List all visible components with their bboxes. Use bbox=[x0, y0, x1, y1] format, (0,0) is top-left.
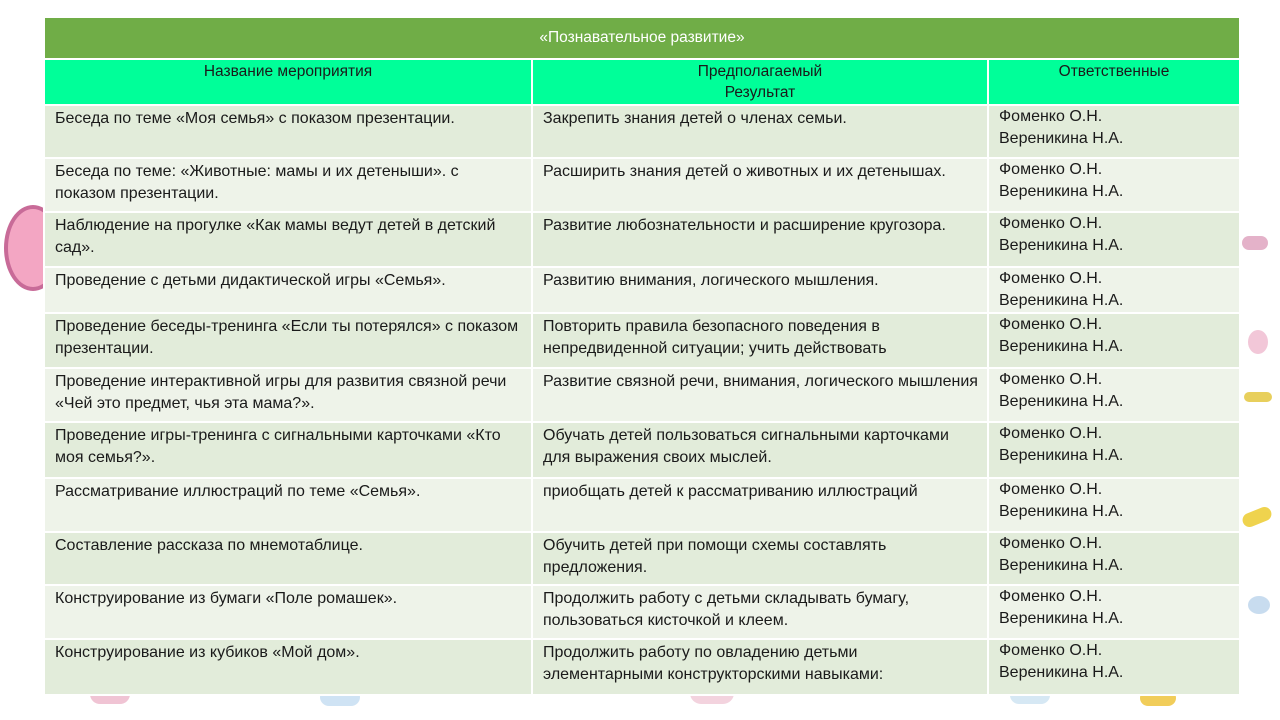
responsible-cell bbox=[988, 585, 1240, 639]
responsible-person: Вереникина Н.А. bbox=[999, 557, 1124, 574]
responsible-person: Вереникина Н.А. bbox=[999, 610, 1124, 627]
responsible-cell bbox=[988, 532, 1240, 585]
table-row bbox=[44, 585, 1240, 639]
responsible-cell bbox=[988, 313, 1240, 368]
table-row bbox=[44, 368, 1240, 422]
expected-result-cell: Продолжить работу по овладению детьми элементарными конструкторскими навыками: bbox=[532, 639, 988, 695]
table-title-row bbox=[44, 17, 1240, 59]
expected-result-cell: Закрепить знания детей о членах семьи. bbox=[532, 105, 988, 158]
decorative-shape bbox=[1248, 596, 1270, 614]
responsible-cell bbox=[988, 368, 1240, 422]
decorative-shape bbox=[1244, 392, 1272, 402]
event-name-cell: Проведение игры-тренинга с сигнальными карточками «Кто моя семья?». bbox=[44, 422, 532, 478]
responsible-person: Вереникина Н.А. bbox=[999, 338, 1124, 355]
expected-result-cell: Продолжить работу с детьми складывать бумагу, пользоваться кисточкой и клеем. bbox=[532, 585, 988, 639]
responsible-cell bbox=[988, 639, 1240, 695]
header-line: Название мероприятия bbox=[203, 63, 373, 80]
table-row bbox=[44, 639, 1240, 695]
expected-result-cell: Обучать детей пользоваться сигнальными карточками для выражения своих мыслей. bbox=[532, 422, 988, 478]
header-expected-result bbox=[532, 59, 988, 105]
table-row bbox=[44, 532, 1240, 585]
table-row bbox=[44, 478, 1240, 532]
event-name-cell: Проведение интерактивной игры для развития связной речи «Чей это предмет, чья эта мама?». bbox=[44, 368, 532, 422]
expected-result-cell: Развитие связной речи, внимания, логического мышления bbox=[532, 368, 988, 422]
expected-result-cell: Развитию внимания, логического мышления. bbox=[532, 267, 988, 313]
header-line: Предполагаемый bbox=[697, 63, 823, 80]
event-name-cell: Проведение с детьми дидактической игры «Семья». bbox=[44, 267, 532, 313]
responsible-person: Вереникина Н.А. bbox=[999, 183, 1124, 200]
responsible-cell bbox=[988, 267, 1240, 313]
responsible-person: Фоменко О.Н. bbox=[999, 316, 1103, 333]
table-row bbox=[44, 422, 1240, 478]
expected-result-cell: Обучить детей при помощи схемы составлять предложения. bbox=[532, 532, 988, 585]
event-name-cell: Беседа по теме: «Животные: мамы и их детеныши». с показом презентации. bbox=[44, 158, 532, 212]
header-line: Результат bbox=[724, 84, 796, 101]
responsible-cell bbox=[988, 105, 1240, 158]
table-row bbox=[44, 158, 1240, 212]
responsible-person: Фоменко О.Н. bbox=[999, 270, 1103, 287]
responsible-person: Фоменко О.Н. bbox=[999, 215, 1103, 232]
event-name-cell: Наблюдение на прогулке «Как мамы ведут детей в детский сад». bbox=[44, 212, 532, 267]
responsible-person: Фоменко О.Н. bbox=[999, 425, 1103, 442]
responsible-person: Фоменко О.Н. bbox=[999, 371, 1103, 388]
responsible-person: Вереникина Н.А. bbox=[999, 237, 1124, 254]
table-title: «Познавательное развитие» bbox=[44, 17, 1240, 59]
responsible-person: Фоменко О.Н. bbox=[999, 161, 1103, 178]
decorative-shape bbox=[1248, 330, 1268, 354]
header-event-name bbox=[44, 59, 532, 105]
event-name-cell: Конструирование из бумаги «Поле ромашек». bbox=[44, 585, 532, 639]
responsible-cell bbox=[988, 478, 1240, 532]
table-row bbox=[44, 105, 1240, 158]
event-name-cell: Беседа по теме «Моя семья» с показом презентации. bbox=[44, 105, 532, 158]
header-line: Ответственные bbox=[1058, 63, 1170, 80]
event-name-cell: Составление рассказа по мнемотаблице. bbox=[44, 532, 532, 585]
table-row bbox=[44, 267, 1240, 313]
responsible-person: Фоменко О.Н. bbox=[999, 108, 1103, 125]
table-row bbox=[44, 212, 1240, 267]
responsible-cell bbox=[988, 158, 1240, 212]
responsible-cell bbox=[988, 422, 1240, 478]
responsible-person: Фоменко О.Н. bbox=[999, 535, 1103, 552]
table-row bbox=[44, 313, 1240, 368]
expected-result-cell: Повторить правила безопасного поведения в непредвиденной ситуации; учить действовать bbox=[532, 313, 988, 368]
expected-result-cell: приобщать детей к рассматриванию иллюстраций bbox=[532, 478, 988, 532]
table-header-row bbox=[44, 59, 1240, 105]
expected-result-cell: Развитие любознательности и расширение кругозора. bbox=[532, 212, 988, 267]
event-name-cell: Конструирование из кубиков «Мой дом». bbox=[44, 639, 532, 695]
responsible-person: Фоменко О.Н. bbox=[999, 642, 1103, 659]
responsible-person: Фоменко О.Н. bbox=[999, 481, 1103, 498]
responsible-person: Фоменко О.Н. bbox=[999, 588, 1103, 605]
decorative-shape bbox=[1242, 236, 1268, 250]
event-name-cell: Рассматривание иллюстраций по теме «Семья». bbox=[44, 478, 532, 532]
responsible-person: Вереникина Н.А. bbox=[999, 503, 1124, 520]
responsible-person: Вереникина Н.А. bbox=[999, 393, 1124, 410]
responsible-person: Вереникина Н.А. bbox=[999, 664, 1124, 681]
event-name-cell: Проведение беседы-тренинга «Если ты потерялся» с показом презентации. bbox=[44, 313, 532, 368]
responsible-person: Вереникина Н.А. bbox=[999, 447, 1124, 464]
decorative-shape bbox=[1240, 505, 1273, 529]
header-responsible bbox=[988, 59, 1240, 105]
expected-result-cell: Расширить знания детей о животных и их детенышах. bbox=[532, 158, 988, 212]
responsible-person: Вереникина Н.А. bbox=[999, 292, 1124, 309]
responsible-person: Вереникина Н.А. bbox=[999, 130, 1124, 147]
responsible-cell bbox=[988, 212, 1240, 267]
events-table bbox=[43, 16, 1241, 696]
